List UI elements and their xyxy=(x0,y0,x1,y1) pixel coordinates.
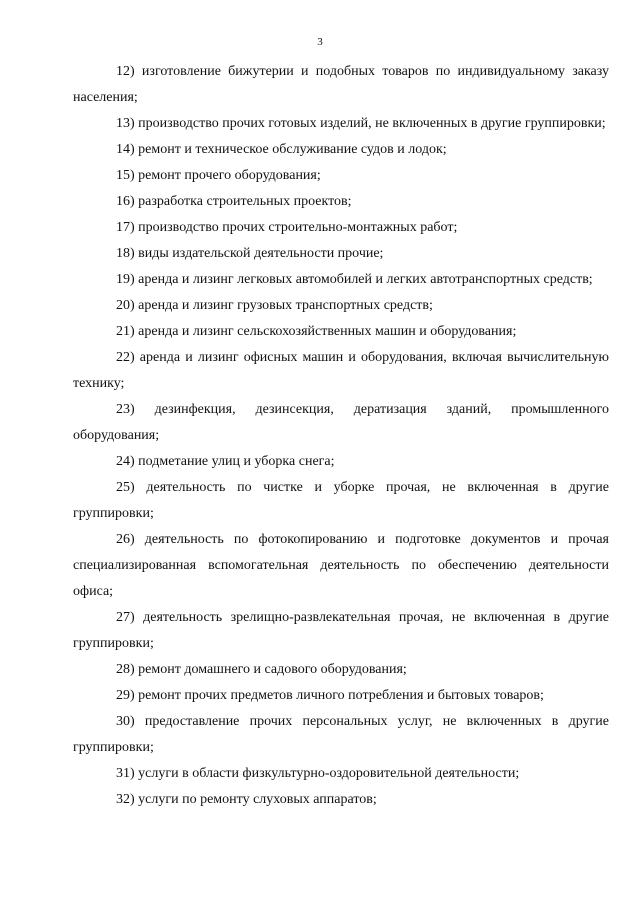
list-item: 25) деятельность по чистке и уборке прочая, не включенная в другие группировки; xyxy=(73,480,609,521)
list-item: 26) деятельность по фотокопированию и подготовке документов и прочая специализированная вспомогательная деятельность по обеспечению деятельности офиса; xyxy=(73,532,609,599)
list-item: 23) дезинфекция, дезинсекция, дератизация зданий, промышленного оборудования; xyxy=(73,402,609,443)
list-item: 16) разработка строительных проектов; xyxy=(116,194,352,209)
list-item: 13) производство прочих готовых изделий, не включенных в другие группировки; xyxy=(116,116,606,131)
list-item: 28) ремонт домашнего и садового оборудования; xyxy=(116,662,407,677)
list-item: 21) аренда и лизинг сельскохозяйственных машин и оборудования; xyxy=(116,324,517,339)
list-item: 24) подметание улиц и уборка снега; xyxy=(116,454,335,469)
list-item: 15) ремонт прочего оборудования; xyxy=(116,168,321,183)
list-item: 20) аренда и лизинг грузовых транспортных средств; xyxy=(116,298,433,313)
page-number: 3 xyxy=(317,36,323,48)
list-item: 30) предоставление прочих персональных услуг, не включенных в другие группировки; xyxy=(73,714,609,755)
list-item: 32) услуги по ремонту слуховых аппаратов; xyxy=(116,792,377,807)
document-body xyxy=(73,59,609,813)
list-item: 19) аренда и лизинг легковых автомобилей и легких автотранспортных средств; xyxy=(116,272,593,287)
list-item: 22) аренда и лизинг офисных машин и оборудования, включая вычислительную технику; xyxy=(73,350,609,391)
list-item: 29) ремонт прочих предметов личного потребления и бытовых товаров; xyxy=(116,688,544,703)
list-item: 14) ремонт и техническое обслуживание судов и лодок; xyxy=(116,142,447,157)
list-item: 18) виды издательской деятельности прочие; xyxy=(116,246,384,261)
list-item: 27) деятельность зрелищно-развлекательная прочая, не включенная в другие группировки; xyxy=(73,610,609,651)
list-item: 12) изготовление бижутерии и подобных товаров по индивидуальному заказу населения; xyxy=(73,64,609,105)
list-item: 17) производство прочих строительно-монтажных работ; xyxy=(116,220,458,235)
list-item: 31) услуги в области физкультурно-оздоровительной деятельности; xyxy=(116,766,520,781)
